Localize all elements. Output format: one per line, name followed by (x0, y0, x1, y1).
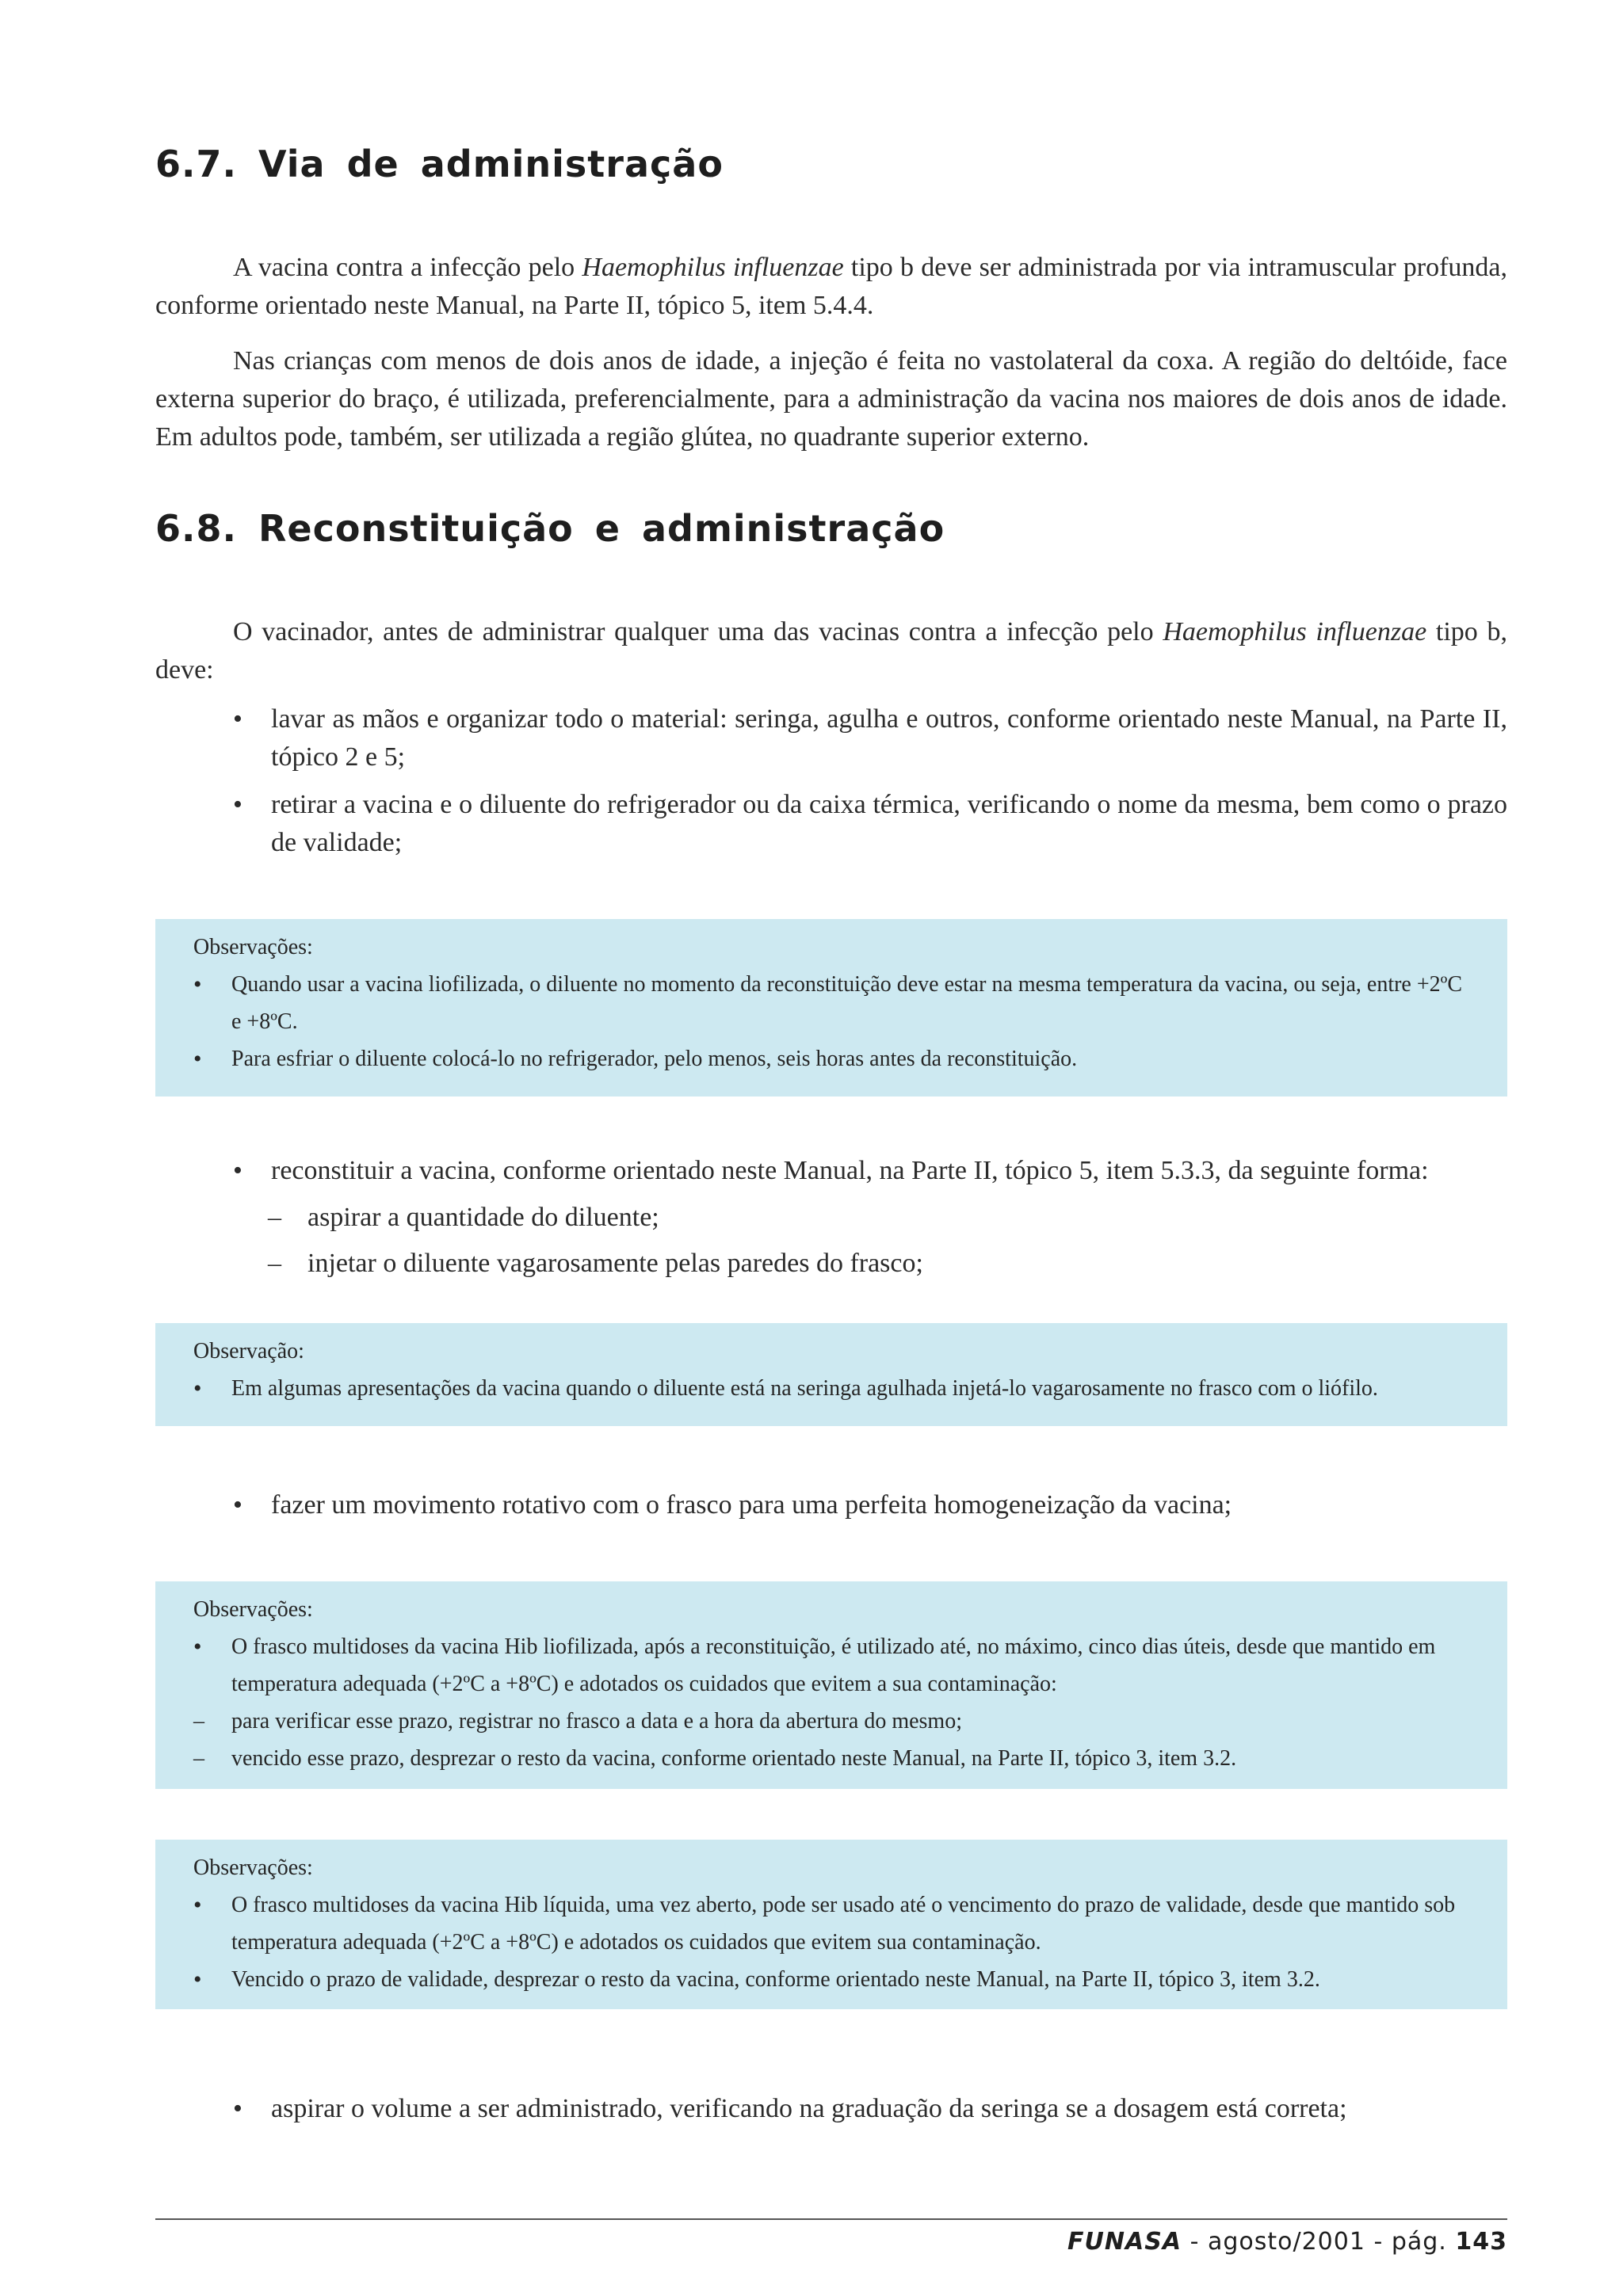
bullet-icon: • (233, 790, 242, 819)
observation-subitem: – vencido esse prazo, desprezar o resto da vacina, conforme orientado neste Manual, na Parte II, tópico 3, item 3.2. (193, 1740, 1476, 1777)
observation-item: • Em algumas apresentações da vacina quando o diluente está na seringa agulhada injetá-lo vagarosamente no frasco com o liófilo. (193, 1370, 1476, 1407)
reconstitute-step (233, 1152, 1507, 1199)
dash-icon: – (268, 1203, 281, 1232)
species-name: Haemophilus influenzae (582, 253, 844, 282)
bullet-icon: • (193, 1966, 202, 1993)
list-item: • reconstituir a vacina, conforme orientado neste Manual, na Parte II, tópico 5, item 5.3.3, da seguinte forma: (233, 1152, 1507, 1190)
footer-brand: FUNASA (1067, 2228, 1182, 2256)
bullet-icon: • (193, 1634, 202, 1660)
document-page (155, 0, 1507, 2296)
observation-item: • O frasco multidoses da vacina Hib liofilizada, após a reconstituição, é utilizado até, no máximo, cinco dias úteis, desde que mantido em temperatura adequada (+2ºC a +8ºC) e adotados os cuidados que evitem a sua contaminação: (193, 1628, 1476, 1703)
aspirate-step (233, 2090, 1507, 2138)
bullet-icon: • (193, 1892, 202, 1918)
observation-box-4 (155, 1840, 1507, 2009)
section-6-7-title: 6.7. Via de administração (155, 143, 724, 185)
bullet-icon: • (233, 1156, 242, 1185)
observation-subitem: – para verificar esse prazo, registrar no frasco a data e a hora da abertura do mesmo; (193, 1703, 1476, 1740)
list-item: • lavar as mãos e organizar todo o material: seringa, agulha e outros, conforme orientado neste Manual, na Parte II, tópico 2 e 5; (233, 700, 1507, 776)
pre-steps-list (233, 700, 1507, 871)
reconstitute-substeps (268, 1195, 1504, 1287)
list-item: • aspirar o volume a ser administrado, verificando na graduação da seringa se a dosagem está correta; (233, 2090, 1507, 2128)
observation-title: Observações: (193, 1597, 313, 1622)
bullet-icon: • (233, 704, 242, 734)
bullet-icon: • (193, 1046, 202, 1072)
bullet-icon: • (233, 1490, 242, 1520)
observation-item: • O frasco multidoses da vacina Hib líquida, uma vez aberto, pode ser usado até o vencimento do prazo de validade, desde que mantido sob temperatura adequada (+2ºC a +8ºC) e adotados os cuidados que evitem sua contaminação. (193, 1886, 1476, 1961)
section-6-8-title: 6.8. Reconstituição e administração (155, 507, 945, 550)
page-number: 143 (1455, 2228, 1507, 2256)
dash-icon: – (193, 1709, 204, 1733)
list-item: – injetar o diluente vagarosamente pelas paredes do frasco; (268, 1241, 1504, 1287)
section-6-7-paragraph-1: A vacina contra a infecção pelo Haemophilus influenzae tipo b deve ser administrada por via intramuscular profunda, conforme orientado neste Manual, na Parte II, tópico 5, item 5.4.4. (155, 253, 1508, 320)
rotate-step (233, 1486, 1507, 1534)
bullet-icon: • (193, 1375, 202, 1402)
observation-title: Observação: (193, 1339, 304, 1363)
bullet-icon: • (233, 2094, 242, 2123)
observation-box-1 (155, 919, 1507, 1097)
footer-date: - agosto/2001 - pág. (1182, 2228, 1456, 2256)
species-name: Haemophilus influenzae (1163, 617, 1427, 646)
observation-box-2 (155, 1323, 1507, 1426)
observation-box-3 (155, 1581, 1507, 1789)
observation-item: • Quando usar a vacina liofilizada, o diluente no momento da reconstituição deve estar na mesma temperatura da vacina, ou seja, entre +2ºC e +8ºC. (193, 966, 1476, 1040)
observation-title: Observações: (193, 935, 313, 959)
observation-title: Observações: (193, 1855, 313, 1880)
dash-icon: – (268, 1249, 281, 1278)
list-item: • fazer um movimento rotativo com o frasco para uma perfeita homogeneização da vacina; (233, 1486, 1507, 1524)
page-footer (1067, 2228, 1507, 2256)
list-item: • retirar a vacina e o diluente do refrigerador ou da caixa térmica, verificando o nome da mesma, bem como o prazo de validade; (233, 786, 1507, 862)
section-6-8-intro: O vacinador, antes de administrar qualquer uma das vacinas contra a infecção pelo Haemophilus influenzae tipo b, deve: (155, 617, 1507, 685)
footer-divider (155, 2218, 1507, 2220)
list-item: – aspirar a quantidade do diluente; (268, 1195, 1504, 1241)
section-6-7-paragraph-2: Nas crianças com menos de dois anos de idade, a injeção é feita no vastolateral da coxa. A região do deltóide, face externa superior do braço, é utilizada, preferencialmente, para a administração da vacina nos maiores de dois anos de idade. Em adultos pode, também, ser utilizada a região glútea, no quadrante superior externo. (155, 346, 1507, 452)
dash-icon: – (193, 1746, 204, 1771)
observation-item: • Para esfriar o diluente colocá-lo no refrigerador, pelo menos, seis horas antes da reconstituição. (193, 1040, 1476, 1077)
observation-item: • Vencido o prazo de validade, desprezar o resto da vacina, conforme orientado neste Manual, na Parte II, tópico 3, item 3.2. (193, 1961, 1476, 1998)
bullet-icon: • (193, 971, 202, 997)
